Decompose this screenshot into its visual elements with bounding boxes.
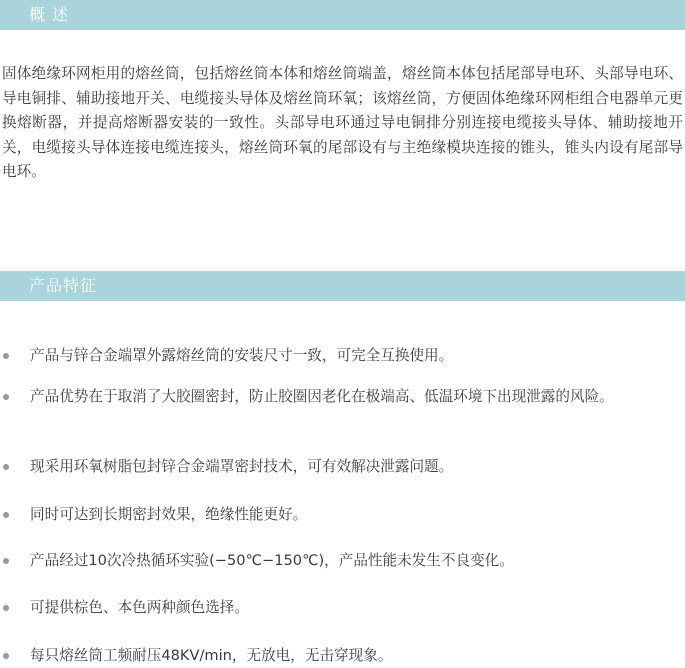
features-title: 产品特征 xyxy=(29,276,98,295)
bullet-icon xyxy=(3,353,9,359)
bullet-icon xyxy=(3,394,9,400)
bullet-icon xyxy=(3,605,9,611)
bullet-icon xyxy=(3,464,9,470)
feature-text: 产品优势在于取消了大胶圈密封，防止胶圈因老化在极端高、低温环境下出现泄露的风险。 xyxy=(30,388,614,405)
feature-text: 同时可达到长期密封效果，绝缘性能更好。 xyxy=(30,506,308,523)
bullet-icon xyxy=(3,653,9,659)
feature-text: 每只熔丝筒工频耐压48KV/min，无放电，无击穿现象。 xyxy=(30,647,393,664)
feature-text: 可提供棕色、本色两种颜色选择。 xyxy=(30,599,249,616)
feature-text: 现采用环氧树脂包封锌合金端罩密封技术，可有效解决泄露问题。 xyxy=(30,458,454,475)
overview-paragraph: 固体绝缘环网柜用的熔丝筒，包括熔丝筒本体和熔丝筒端盖，熔丝筒本体包括尾部导电环、头部导电环、导电铜排、辅助接地开关、电缆接头导体及熔丝筒环氧；该熔丝筒，方便固体绝缘环网柜组合电器单元更换熔断器，并提高熔断器安装的一致性。头部导电环通过导电铜排分别连接电缆接头导体、辅助接地开关，电缆接头导体连接电缆连接头，熔丝筒环氧的尾部设有与主绝缘模块连接的锥头，锥头内设有尾部导电环。 xyxy=(2,65,683,181)
features-header xyxy=(0,271,685,301)
bullet-icon xyxy=(3,558,9,564)
feature-text: 产品经过10次冷热循环实验(−50℃−150℃)，产品性能未发生不良变化。 xyxy=(30,552,514,569)
bullet-icon xyxy=(3,512,9,518)
overview-title: 概 述 xyxy=(29,5,70,24)
overview-header xyxy=(0,0,685,30)
feature-text: 产品与锌合金端罩外露熔丝筒的安装尺寸一致，可完全互换使用。 xyxy=(30,347,454,364)
